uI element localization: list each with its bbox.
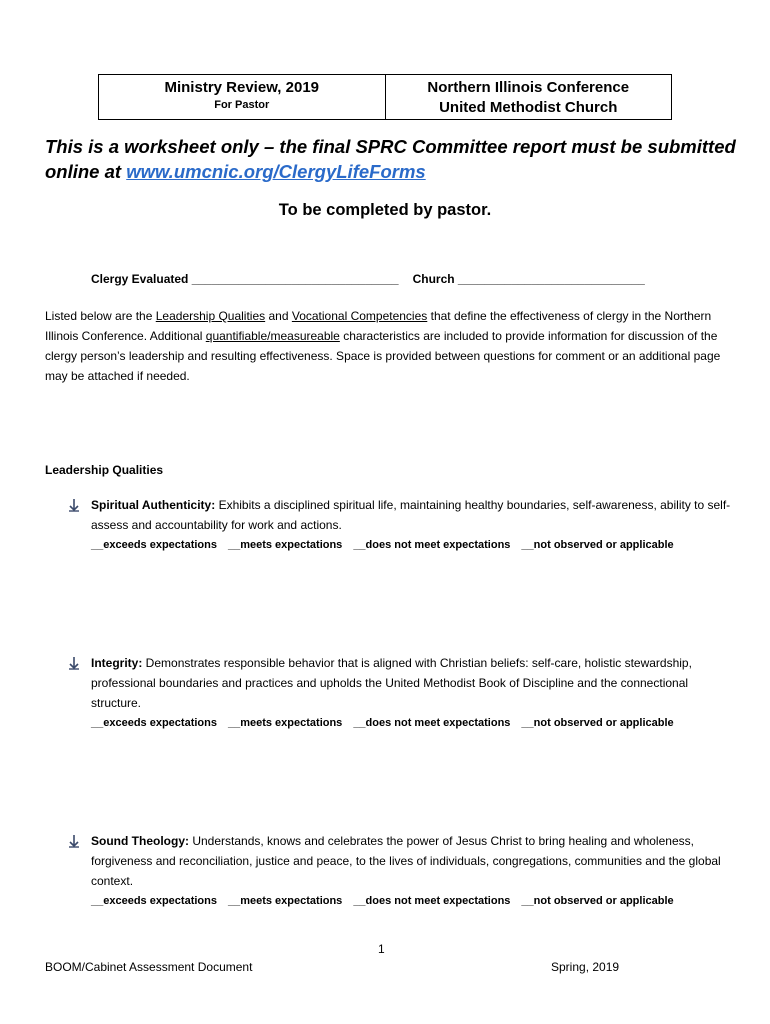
rating-exceeds[interactable]: __exceeds expectations [91,539,217,551]
review-title: Ministry Review, 2019 [164,79,320,96]
header-table [98,74,672,120]
church-field[interactable]: Church ____________________________ [412,272,645,286]
rating-not-observed[interactable]: __not observed or applicable [521,539,674,551]
quality-description [91,831,731,891]
clergy-evaluated-field[interactable]: Clergy Evaluated _______________________________ [91,272,399,286]
rating-meets[interactable]: __meets expectations [227,717,343,729]
intro-text-4: characteristics are included to provide information for discussion of the clergy person’s leadership and resulting effectiveness. Space is provided between questions for comment or an additional page may be attached if needed. [45,329,721,383]
rating-options [91,713,731,733]
quality-term: Sound Theology: [91,834,189,848]
intro-text-1: Listed below are the [45,309,156,323]
quality-item [91,495,731,555]
quality-description [91,653,731,713]
quality-text: Understands, knows and celebrates the power of Jesus Christ to bring healing and wholeness, forgiveness and reconciliation, justice and peace, to the lives of individuals, congregations, communities and the global context. [91,834,721,888]
intro-paragraph [45,306,725,386]
intro-text-3: that define the effectiveness of clergy in the Northern Illinois Conference. Additional [45,309,712,343]
rating-does-not-meet[interactable]: __does not meet expectations [353,895,511,907]
section-title: Leadership Qualities [45,463,164,477]
vocational-competencies-term: Vocational Competencies [291,309,428,323]
review-subtitle: For Pastor [214,99,270,111]
rating-does-not-meet[interactable]: __does not meet expectations [353,717,511,729]
arrow-bullet-icon [67,498,81,512]
rating-exceeds[interactable]: __exceeds expectations [91,895,217,907]
rating-options [91,891,731,911]
conference-name: Northern Illinois Conference [427,79,630,96]
leadership-qualities-term: Leadership Qualities [155,309,266,323]
quality-term: Spiritual Authenticity: [91,498,216,512]
quality-item [91,831,731,911]
rating-does-not-meet[interactable]: __does not meet expectations [353,539,511,551]
notice-text: This is a worksheet only – the final SPRC Committee report must be submitted online at [45,136,736,182]
rating-not-observed[interactable]: __not observed or applicable [521,717,674,729]
evaluation-fields [91,272,645,286]
quality-term: Integrity: [91,656,143,670]
page-number: 1 [378,942,385,956]
footer-date: Spring, 2019 [551,960,620,974]
quantifiable-term: quantifiable/measureable [205,329,340,343]
rating-meets[interactable]: __meets expectations [227,895,343,907]
worksheet-notice [45,134,745,184]
quality-item [91,653,731,733]
header-right-cell [386,75,672,119]
completed-by-heading: To be completed by pastor. [278,201,492,219]
header-left-cell [99,75,386,119]
arrow-bullet-icon [67,656,81,670]
rating-options [91,535,731,555]
rating-meets[interactable]: __meets expectations [227,539,343,551]
rating-exceeds[interactable]: __exceeds expectations [91,717,217,729]
quality-description [91,495,731,535]
quality-text: Demonstrates responsible behavior that is aligned with Christian beliefs: self-care, holistic stewardship, professional boundaries and practices and upholds the United Methodist Book of Discipline and the connectional structure. [91,656,692,710]
clergy-forms-link[interactable]: www.umcnic.org/ClergyLifeForms [126,161,426,182]
quality-text: Exhibits a disciplined spiritual life, maintaining healthy boundaries, self-awareness, ability to self-assess and accountability for work and actions. [91,498,731,532]
intro-text-2: and [265,309,292,323]
church-name: United Methodist Church [439,99,618,116]
footer-document-name: BOOM/Cabinet Assessment Document [45,960,253,974]
rating-not-observed[interactable]: __not observed or applicable [521,895,674,907]
arrow-bullet-icon [67,834,81,848]
